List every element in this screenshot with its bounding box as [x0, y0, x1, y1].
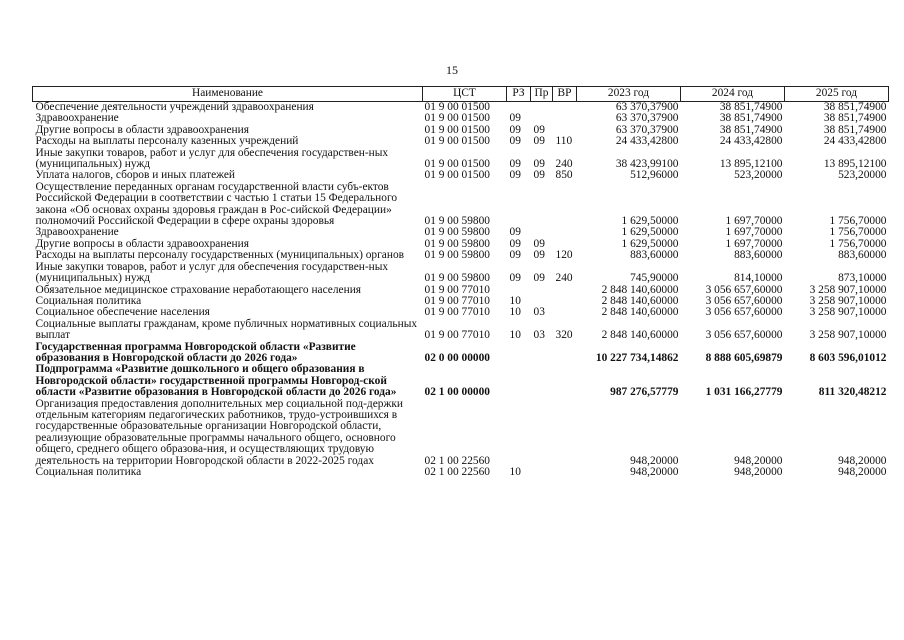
cell-2024: 814,10000 — [734, 272, 783, 285]
cell-cst: 01 9 00 59800 — [424, 226, 490, 239]
cell-vr — [553, 342, 577, 365]
cell-vr — [553, 467, 577, 478]
cell-2023: 10 227 734,14862 — [595, 351, 679, 364]
cell-2024: 38 851,74900 — [719, 101, 783, 113]
cell-cst: 01 9 00 01500 — [424, 101, 490, 113]
cell-2023: 948,20000 — [630, 454, 679, 467]
cell-2023: 987 276,57779 — [610, 386, 679, 399]
header-vr: ВР — [553, 87, 577, 102]
table-row — [33, 319, 889, 342]
cell-rz: 09 — [509, 135, 521, 148]
cell-vr: 850 — [555, 169, 573, 182]
header-cst: ЦСТ — [423, 87, 507, 102]
cell-2025: 38 851,74900 — [823, 112, 887, 125]
cell-name: Социальные выплаты гражданам, кроме публичных нормативных социальных выплат — [35, 317, 418, 342]
cell-name: Социальная политика — [35, 466, 142, 478]
cell-2024: 38 851,74900 — [719, 123, 783, 136]
header-2024: 2024 год — [681, 87, 785, 102]
cell-cst: 01 9 00 77010 — [424, 294, 490, 307]
cell-cst: 02 1 00 22560 — [424, 466, 490, 478]
cell-2025: 883,60000 — [838, 249, 887, 262]
cell-pr: 09 — [533, 237, 545, 250]
cell-name: Другие вопросы в области здравоохранения — [35, 237, 249, 250]
cell-2025: 948,20000 — [838, 454, 887, 467]
cell-2025: 3 258 907,10000 — [809, 329, 887, 342]
cell-2023: 745,90000 — [630, 272, 679, 285]
cell-pr: 09 — [533, 169, 545, 182]
cell-vr — [553, 102, 577, 114]
cell-rz: 09 — [509, 123, 521, 136]
cell-name: Социальная политика — [35, 294, 142, 307]
cell-rz — [507, 364, 531, 398]
cell-2025: 811 320,48212 — [818, 386, 887, 399]
header-name: Наименование — [33, 87, 423, 102]
page-number: 15 — [446, 63, 458, 77]
cell-2024: 948,20000 — [734, 466, 783, 478]
cell-2023: 38 423,99100 — [615, 158, 679, 171]
cell-pr — [531, 399, 553, 467]
cell-pr — [531, 467, 553, 478]
cell-2025: 38 851,74900 — [823, 101, 887, 113]
cell-rz: 09 — [509, 272, 521, 285]
cell-vr — [553, 399, 577, 467]
cell-2023: 2 848 140,60000 — [601, 306, 679, 319]
cell-2024: 523,20000 — [734, 169, 783, 182]
cell-2025: 13 895,12100 — [823, 158, 887, 171]
budget-table — [32, 86, 889, 478]
cell-pr — [531, 102, 553, 114]
cell-cst: 01 9 00 59800 — [424, 237, 490, 250]
cell-2024: 1 031 166,27779 — [705, 386, 783, 399]
table-row — [33, 307, 889, 318]
cell-vr: 240 — [555, 272, 573, 285]
cell-2023: 948,20000 — [630, 466, 679, 478]
cell-2023: 2 848 140,60000 — [601, 283, 679, 296]
cell-2024: 3 056 657,60000 — [705, 329, 783, 342]
cell-rz: 09 — [509, 237, 521, 250]
cell-vr — [553, 113, 577, 124]
cell-2023: 24 433,42800 — [615, 135, 679, 148]
cell-cst: 01 9 00 77010 — [424, 283, 490, 296]
cell-2023: 1 629,50000 — [621, 226, 679, 239]
cell-cst: 02 1 00 00000 — [424, 386, 490, 399]
cell-name: Организация предоставления дополнительных мер социальной под-держки отдельным категориям педагогических работников, трудо-устроившихся в государственные образовательные организации Новгородской области, реализующие образовательные программы начального общего, основного общего, среднего общего образова-ния, и осуществляющих трудовую деятельность на территории Новгородской области в 2022-2025 годах — [35, 397, 403, 467]
header-2025: 2025 год — [785, 87, 889, 102]
cell-cst: 02 1 00 22560 — [424, 454, 490, 467]
cell-name: Иные закупки товаров, работ и услуг для обеспечения государствен-ных (муниципальных) нужд — [35, 146, 389, 171]
cell-2024: 3 056 657,60000 — [705, 294, 783, 307]
table-row — [33, 182, 889, 228]
cell-rz: 09 — [509, 249, 521, 262]
cell-2024: 948,20000 — [734, 454, 783, 467]
cell-name: Государственная программа Новгородской области «Развитие образования в Новгородской области до 2026 года» — [35, 340, 356, 364]
cell-cst: 01 9 00 01500 — [424, 112, 490, 125]
cell-pr: 03 — [533, 306, 545, 319]
cell-cst: 01 9 00 01500 — [424, 158, 490, 171]
table-row — [33, 262, 889, 285]
cell-2023: 63 370,37900 — [615, 123, 679, 136]
table-header-row — [33, 87, 889, 102]
cell-name: Здравоохранение — [35, 112, 119, 125]
cell-name: Другие вопросы в области здравоохранения — [35, 123, 249, 136]
cell-2025: 3 258 907,10000 — [809, 294, 887, 307]
cell-pr: 09 — [533, 272, 545, 285]
cell-2024: 24 433,42800 — [719, 135, 783, 148]
cell-rz: 09 — [509, 158, 521, 171]
cell-rz: 10 — [509, 294, 521, 307]
cell-vr — [553, 227, 577, 238]
table-row — [33, 467, 889, 478]
cell-2025: 523,20000 — [838, 169, 887, 182]
cell-pr — [531, 182, 553, 228]
cell-2024: 1 697,70000 — [725, 226, 783, 239]
cell-2024: 883,60000 — [734, 249, 783, 262]
cell-2025: 24 433,42800 — [823, 135, 887, 148]
cell-2023: 2 848 140,60000 — [601, 329, 679, 342]
cell-rz: 09 — [509, 112, 521, 125]
cell-name: Подпрограмма «Развитие дошкольного и общего образования в Новгородской области» государственной программы Новгород-ской области «Развитие образования в Новгородской области до 2026 года» — [35, 363, 397, 399]
cell-vr — [553, 182, 577, 228]
cell-2025: 948,20000 — [838, 466, 887, 478]
cell-name: Расходы на выплаты персоналу казенных учреждений — [35, 135, 299, 148]
cell-2025: 3 258 907,10000 — [809, 306, 887, 319]
cell-2024: 8 888 605,69879 — [705, 351, 783, 364]
cell-pr: 09 — [533, 249, 545, 262]
cell-vr: 120 — [555, 249, 573, 262]
cell-pr: 09 — [533, 123, 545, 136]
cell-pr — [531, 364, 553, 398]
cell-cst: 01 9 00 01500 — [424, 169, 490, 182]
cell-cst: 01 9 00 59800 — [424, 215, 490, 228]
cell-2025: 873,10000 — [838, 272, 887, 285]
cell-cst: 01 9 00 77010 — [424, 329, 490, 342]
table-body — [33, 102, 889, 479]
cell-name: Осуществление переданных органам государственной власти субъ-ектов Российской Федерации в соответствии с частью 1 статьи 15 Федерального закона «Об основах охраны здоровья граждан в Рос-сийской Федерации» полномочий Российской Федерации в сфере охраны здоровья — [35, 180, 398, 228]
table-row — [33, 136, 889, 147]
cell-2023: 883,60000 — [630, 249, 679, 262]
cell-rz — [507, 182, 531, 228]
cell-cst: 01 9 00 77010 — [424, 306, 490, 319]
cell-2023: 63 370,37900 — [615, 101, 679, 113]
cell-rz: 10 — [509, 466, 521, 478]
cell-2025: 3 258 907,10000 — [809, 283, 887, 296]
cell-2023: 63 370,37900 — [615, 112, 679, 125]
cell-2025: 1 756,70000 — [829, 215, 887, 228]
table-row — [33, 250, 889, 261]
cell-2024: 3 056 657,60000 — [705, 306, 783, 319]
cell-name: Расходы на выплаты персоналу государственных (муниципальных) органов — [35, 249, 405, 262]
cell-2023: 1 629,50000 — [621, 215, 679, 228]
cell-name: Обеспечение деятельности учреждений здравоохранения — [35, 101, 314, 113]
table-row — [33, 364, 889, 398]
cell-cst: 01 9 00 01500 — [424, 123, 490, 136]
cell-name: Иные закупки товаров, работ и услуг для обеспечения государствен-ных (муниципальных) нужд — [35, 260, 389, 285]
cell-pr: 09 — [533, 135, 545, 148]
cell-rz — [507, 342, 531, 365]
cell-2024: 3 056 657,60000 — [705, 283, 783, 296]
cell-vr — [553, 364, 577, 398]
cell-vr: 110 — [555, 135, 573, 148]
cell-rz: 09 — [509, 226, 521, 239]
cell-2023: 2 848 140,60000 — [601, 294, 679, 307]
cell-cst: 01 9 00 01500 — [424, 135, 490, 148]
cell-2025: 1 756,70000 — [829, 237, 887, 250]
cell-cst: 01 9 00 59800 — [424, 249, 490, 262]
cell-name: Уплата налогов, сборов и иных платежей — [35, 169, 235, 182]
cell-pr: 03 — [533, 329, 545, 342]
cell-2024: 1 697,70000 — [725, 237, 783, 250]
cell-rz — [507, 399, 531, 467]
cell-vr: 320 — [555, 329, 573, 342]
table-row — [33, 399, 889, 467]
cell-2025: 1 756,70000 — [829, 226, 887, 239]
cell-rz: 10 — [509, 329, 521, 342]
cell-cst: 01 9 00 59800 — [424, 272, 490, 285]
cell-name: Здравоохранение — [35, 226, 119, 239]
budget-table-container — [32, 86, 888, 478]
cell-2023: 1 629,50000 — [621, 237, 679, 250]
table-row — [33, 148, 889, 171]
cell-pr — [531, 342, 553, 365]
cell-pr — [531, 285, 553, 296]
header-rz: РЗ — [507, 87, 531, 102]
cell-2024: 38 851,74900 — [719, 112, 783, 125]
cell-rz: 10 — [509, 306, 521, 319]
cell-vr — [553, 307, 577, 318]
cell-rz: 09 — [509, 169, 521, 182]
cell-name: Социальное обеспечение населения — [35, 306, 210, 319]
table-row — [33, 342, 889, 365]
header-pr: Пр — [531, 87, 553, 102]
cell-vr — [553, 285, 577, 296]
cell-vr — [553, 296, 577, 307]
header-2023: 2023 год — [577, 87, 681, 102]
cell-cst: 02 0 00 00000 — [424, 351, 490, 364]
cell-2023: 512,96000 — [630, 169, 679, 182]
cell-2025: 8 603 596,01012 — [809, 351, 887, 364]
cell-2024: 1 697,70000 — [725, 215, 783, 228]
cell-2024: 13 895,12100 — [719, 158, 783, 171]
cell-vr: 240 — [555, 158, 573, 171]
cell-pr: 09 — [533, 158, 545, 171]
cell-2025: 38 851,74900 — [823, 123, 887, 136]
cell-name: Обязательное медицинское страхование неработающего населения — [35, 283, 362, 296]
